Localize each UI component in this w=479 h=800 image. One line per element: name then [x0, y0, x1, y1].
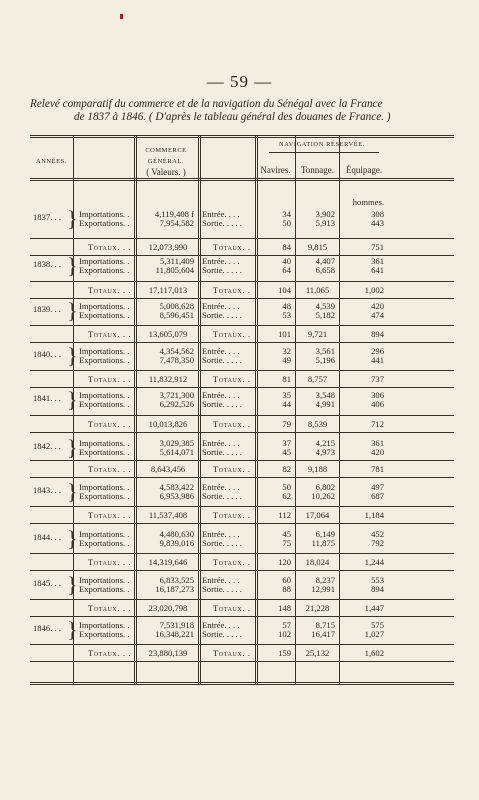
totaux-label: Totaux. . .: [88, 285, 132, 295]
row-brace: }: [67, 387, 78, 412]
tonnage-entree: 4,407: [315, 256, 335, 266]
totaux-label: Totaux. .: [213, 557, 251, 567]
tonnage-sortie: 16,417: [311, 629, 335, 639]
exportations-label: Exportations. .: [79, 538, 130, 548]
tonnage-total: 18,024: [305, 557, 330, 567]
exportations-label: Exportations. .: [79, 218, 130, 228]
exportations-label: Exportations. .: [79, 399, 130, 409]
importations-label: Importations. .: [79, 256, 130, 266]
page-number: — 59 —: [206, 72, 273, 91]
entree-label: Entrée. . . .: [202, 390, 240, 400]
exportations-value: 6,953,986: [159, 491, 194, 501]
tonnage-total: 21,228: [305, 603, 330, 613]
equipage-entree: 361: [371, 438, 384, 448]
tonnage-entree: 3,902: [315, 209, 335, 219]
totaux-label: Totaux. .: [213, 419, 251, 429]
navires-entree: 45: [282, 529, 291, 539]
exportations-value: 7,478,350: [159, 355, 194, 365]
row-brace: }: [67, 526, 78, 551]
row-rule: [30, 570, 454, 571]
equipage-entree: 296: [371, 346, 384, 356]
entree-label: Entrée. . . .: [202, 575, 240, 585]
totaux-label: Totaux. .: [213, 510, 251, 520]
caption-line-1: Relevé comparatif du commerce et de la navigation du Sénégal avec la France: [30, 98, 383, 110]
entree-label: Entrée. . . .: [202, 438, 240, 448]
header-commerce: COMMERCE: [145, 147, 187, 154]
totaux-label: Totaux. .: [213, 374, 251, 384]
totals-rule: [30, 370, 454, 371]
equipage-total: 781: [371, 464, 384, 474]
navires-total: 79: [282, 419, 291, 429]
commerce-total: 23,880,139: [148, 648, 188, 658]
equipage-total: 1,002: [364, 285, 384, 295]
entree-label: Entrée. . . .: [202, 301, 240, 311]
equipage-total: 1,244: [364, 557, 384, 567]
navires-entree: 34: [282, 209, 291, 219]
sortie-label: Sortie. . . . .: [202, 399, 242, 409]
navires-total: 104: [278, 285, 291, 295]
sortie-label: Sortie. . . . .: [202, 310, 242, 320]
equipage-sortie: 792: [371, 538, 384, 548]
col-divider: [198, 135, 201, 685]
row-rule: [30, 477, 454, 478]
importations-value: 4,583,422: [159, 482, 194, 492]
equipage-total: 751: [371, 242, 384, 252]
exportations-value: 6,292,526: [159, 399, 194, 409]
year-label: 1841. . .: [33, 393, 61, 403]
totaux-label: Totaux. .: [213, 464, 251, 474]
tonnage-total: 9,815: [307, 242, 328, 252]
tonnage-entree: 8,237: [315, 575, 335, 585]
importations-label: Importations. .: [79, 209, 130, 219]
navires-sortie: 53: [282, 310, 291, 320]
importations-label: Importations. .: [79, 438, 130, 448]
equipage-sortie: 641: [371, 265, 384, 275]
exportations-label: Exportations. .: [79, 584, 130, 594]
row-brace: }: [67, 298, 78, 323]
equipage-sortie: 474: [371, 310, 384, 320]
sortie-label: Sortie. . . . .: [202, 629, 242, 639]
header-rule: [30, 178, 454, 181]
exportations-value: 5,614,071: [159, 447, 194, 457]
exportations-value: 11,805,604: [155, 265, 194, 275]
table-caption: [30, 98, 454, 124]
sortie-label: Sortie. . . . .: [202, 584, 242, 594]
equipage-entree: 420: [371, 301, 384, 311]
year-label: 1840. . .: [33, 349, 61, 359]
equipage-entree: 308: [371, 209, 384, 219]
equipage-entree: 361: [371, 256, 384, 266]
top-rule: [30, 135, 454, 138]
comparative-table: [30, 135, 454, 685]
sortie-label: Sortie. . . . .: [202, 538, 242, 548]
commerce-total: 11,832,912: [148, 374, 188, 384]
header-general: GÉNÉRAL.: [147, 158, 185, 165]
row-rule: [30, 387, 454, 388]
year-label: 1843. . .: [33, 485, 61, 495]
totals-rule: [30, 506, 454, 507]
navires-sortie: 62: [282, 491, 291, 501]
row-rule: [30, 523, 454, 524]
header-navigation: NAVIGATION RÉSERVÉE.: [279, 141, 365, 148]
totals-rule: [30, 238, 454, 239]
totals-rule: [30, 460, 454, 461]
header-tonnage: Tonnage.: [300, 165, 335, 175]
importations-value: 5,008,628: [159, 301, 194, 311]
navires-entree: 57: [282, 620, 291, 630]
header-hommes: hommes.: [352, 197, 384, 207]
tonnage-entree: 6,149: [315, 529, 335, 539]
navires-total: 84: [282, 242, 291, 252]
totaux-label: Totaux. . .: [88, 648, 132, 658]
col-divider: [134, 135, 137, 685]
header-navires: Navires.: [260, 165, 291, 175]
tonnage-sortie: 10,262: [311, 491, 335, 501]
red-mark: [120, 14, 123, 19]
tonnage-total: 9,188: [307, 464, 328, 474]
tonnage-entree: 3,561: [315, 346, 335, 356]
navires-sortie: 50: [282, 218, 291, 228]
totaux-label: Totaux. . .: [88, 419, 132, 429]
navires-sortie: 64: [282, 265, 291, 275]
row-rule: [30, 661, 454, 662]
totals-rule: [30, 281, 454, 282]
exportations-label: Exportations. .: [79, 629, 130, 639]
tonnage-total: 11,065: [305, 285, 330, 295]
navires-sortie: 45: [282, 447, 291, 457]
entree-label: Entrée. . . .: [202, 529, 240, 539]
year-label: 1846. . .: [33, 623, 61, 633]
navires-total: 120: [278, 557, 291, 567]
navires-sortie: 44: [282, 399, 291, 409]
commerce-total: 14,319,646: [148, 557, 188, 567]
year-label: 1837. . .: [33, 212, 61, 222]
navires-total: 81: [282, 374, 291, 384]
entree-label: Entrée. . . .: [202, 346, 240, 356]
equipage-total: 1,184: [364, 510, 384, 520]
exportations-label: Exportations. .: [79, 491, 130, 501]
tonnage-sortie: 4,991: [315, 399, 335, 409]
equipage-entree: 452: [371, 529, 384, 539]
totaux-label: Totaux. .: [213, 285, 251, 295]
navires-entree: 40: [282, 256, 291, 266]
tonnage-sortie: 6,658: [315, 265, 335, 275]
totaux-label: Totaux. . .: [88, 557, 132, 567]
sortie-label: Sortie. . . . .: [202, 447, 242, 457]
totals-rule: [30, 325, 454, 326]
exportations-value: 16,187,273: [155, 584, 194, 594]
row-rule: [30, 298, 454, 299]
navires-entree: 35: [282, 390, 291, 400]
importations-value: 3,721,300: [159, 390, 194, 400]
tonnage-sortie: 5,196: [315, 355, 335, 365]
sortie-label: Sortie. . . . .: [202, 218, 242, 228]
row-rule: [30, 432, 454, 433]
commerce-total: 13,605,079: [148, 329, 188, 339]
totaux-label: Totaux. . .: [88, 329, 132, 339]
importations-value: 4,480,630: [159, 529, 194, 539]
commerce-total: 17,117,013: [148, 285, 188, 295]
navires-entree: 50: [282, 482, 291, 492]
year-label: 1842. . .: [33, 441, 61, 451]
year-label: 1845. . .: [33, 578, 61, 588]
row-brace: }: [67, 479, 78, 504]
totaux-label: Totaux. .: [213, 329, 251, 339]
tonnage-sortie: 5,182: [315, 310, 335, 320]
exportations-value: 9,839,016: [159, 538, 194, 548]
exportations-label: Exportations. .: [79, 310, 130, 320]
totaux-label: Totaux. .: [213, 648, 251, 658]
equipage-entree: 553: [371, 575, 384, 585]
entree-label: Entrée. . . .: [202, 482, 240, 492]
exportations-value: 16,348,221: [155, 629, 194, 639]
totaux-label: Totaux. . .: [88, 374, 132, 384]
sortie-label: Sortie. . . . .: [202, 491, 242, 501]
navires-entree: 37: [282, 438, 291, 448]
equipage-total: 1,602: [364, 648, 384, 658]
importations-value: 3,029,385: [159, 438, 194, 448]
sortie-label: Sortie. . . . .: [202, 265, 242, 275]
commerce-total: 8,643,456: [150, 464, 186, 474]
navires-sortie: 102: [278, 629, 291, 639]
commerce-total: 11,537,408: [148, 510, 188, 520]
tonnage-sortie: 12,991: [311, 584, 335, 594]
equipage-entree: 575: [371, 620, 384, 630]
importations-label: Importations. .: [79, 301, 130, 311]
row-brace: }: [67, 617, 78, 642]
navires-total: 148: [278, 603, 291, 613]
row-brace: }: [67, 572, 78, 597]
importations-label: Importations. .: [79, 390, 130, 400]
exportations-value: 8,596,451: [159, 310, 194, 320]
importations-value: 6,833,525: [159, 575, 194, 585]
exportations-label: Exportations. .: [79, 355, 130, 365]
navires-entree: 48: [282, 301, 291, 311]
header-equipage: Équipage.: [345, 165, 383, 175]
importations-label: Importations. .: [79, 620, 130, 630]
totaux-label: Totaux. .: [213, 603, 251, 613]
navires-total: 112: [278, 510, 291, 520]
totals-rule: [30, 553, 454, 554]
exportations-value: 7,954,582: [159, 218, 194, 228]
equipage-total: 894: [371, 329, 384, 339]
row-brace: }: [67, 253, 78, 278]
commerce-total: 10,013,826: [148, 419, 188, 429]
tonnage-total: 9,721: [307, 329, 328, 339]
navires-total: 159: [278, 648, 291, 658]
tonnage-sortie: 11,875: [311, 538, 335, 548]
totals-rule: [30, 599, 454, 600]
tonnage-entree: 4,215: [315, 438, 335, 448]
equipage-sortie: 406: [371, 399, 384, 409]
totaux-label: Totaux. . .: [88, 464, 132, 474]
importations-value: 7,531,918: [159, 620, 194, 630]
totaux-label: Totaux. . .: [88, 603, 132, 613]
equipage-entree: 306: [371, 390, 384, 400]
exportations-label: Exportations. .: [79, 265, 130, 275]
equipage-sortie: 441: [371, 355, 384, 365]
equipage-total: 712: [371, 419, 384, 429]
tonnage-entree: 6,802: [315, 482, 335, 492]
navires-sortie: 49: [282, 355, 291, 365]
tonnage-entree: 4,539: [315, 301, 335, 311]
year-label: 1838. . .: [33, 259, 61, 269]
entree-label: Entrée. . . .: [202, 620, 240, 630]
totaux-label: Totaux. .: [213, 242, 251, 252]
tonnage-total: 8,539: [307, 419, 328, 429]
exportations-label: Exportations. .: [79, 447, 130, 457]
bottom-rule: [30, 682, 454, 685]
totaux-label: Totaux. . .: [88, 510, 132, 520]
tonnage-entree: 3,548: [315, 390, 335, 400]
navires-sortie: 88: [282, 584, 291, 594]
importations-label: Importations. .: [79, 575, 130, 585]
equipage-total: 1,447: [364, 603, 384, 613]
row-brace: }: [67, 435, 78, 460]
row-brace: }: [67, 206, 78, 231]
row-rule: [30, 342, 454, 343]
navires-total: 101: [278, 329, 291, 339]
tonnage-total: 25,132: [305, 648, 330, 658]
header-annees: ANNÉES.: [35, 158, 67, 165]
navires-sortie: 75: [282, 538, 291, 548]
commerce-total: 23,020,798: [148, 603, 188, 613]
row-brace: }: [67, 343, 78, 368]
tonnage-total: 8,757: [307, 374, 328, 384]
equipage-sortie: 894: [371, 584, 384, 594]
commerce-total: 12,073,990: [148, 242, 188, 252]
totals-rule: [30, 644, 454, 645]
equipage-entree: 497: [371, 482, 384, 492]
totaux-label: Totaux. . .: [88, 242, 132, 252]
totals-rule: [30, 415, 454, 416]
header-valeurs: ( Valeurs. ): [146, 167, 186, 177]
equipage-sortie: 420: [371, 447, 384, 457]
importations-label: Importations. .: [79, 346, 130, 356]
tonnage-total: 17,064: [305, 510, 330, 520]
tonnage-sortie: 5,913: [315, 218, 335, 228]
importations-label: Importations. .: [79, 529, 130, 539]
tonnage-sortie: 4,973: [315, 447, 335, 457]
tonnage-entree: 8,715: [315, 620, 335, 630]
equipage-sortie: 1,027: [364, 629, 384, 639]
equipage-total: 737: [371, 374, 384, 384]
importations-value: 5,311,409: [159, 256, 194, 266]
importations-label: Importations. .: [79, 482, 130, 492]
year-label: 1844. . .: [33, 532, 61, 542]
navires-entree: 60: [282, 575, 291, 585]
entree-label: Entrée. . . .: [202, 256, 240, 266]
importations-value: 4,354,562: [159, 346, 194, 356]
importations-value: 4,119,408 f: [154, 209, 194, 219]
year-label: 1839. . .: [33, 304, 61, 314]
row-rule: [30, 616, 454, 617]
navires-total: 82: [282, 464, 291, 474]
sortie-label: Sortie. . . . .: [202, 355, 242, 365]
navires-entree: 32: [282, 346, 291, 356]
caption-line-2: de 1837 à 1846. ( D'après le tableau général des douanes de France. ): [74, 111, 391, 123]
equipage-sortie: 443: [371, 218, 384, 228]
navigation-underline: [269, 152, 379, 153]
equipage-sortie: 687: [371, 491, 384, 501]
entree-label: Entrée. . . .: [202, 209, 240, 219]
